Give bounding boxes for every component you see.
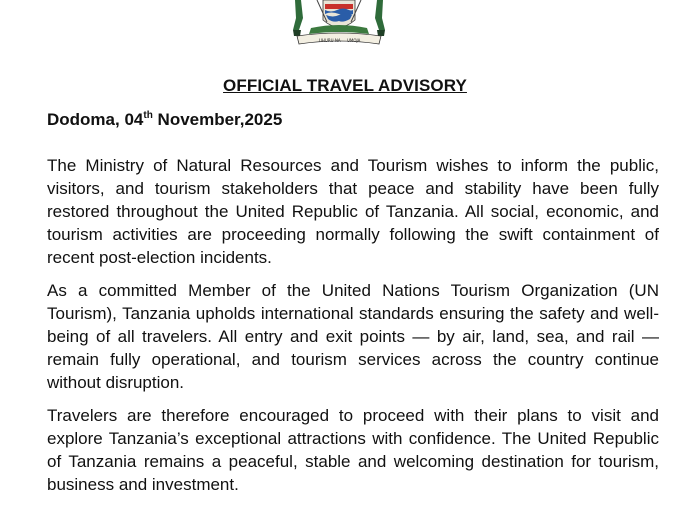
paragraph-2: As a committed Member of the United Nations Tourism Organization (UN Tourism), Tanzania upholds international standards ensuring the safety and well-being of all travelers. All entry and exit points — by air, land, sea, and rail — remain fully operational, and tourism services across the country continue without disruption. [47, 281, 659, 392]
paragraph-3: Travelers are therefore encouraged to proceed with their plans to visit and explore Tanzania’s exceptional attractions with confidence. The United Republic of Tanzania remains a peaceful, stable and welcoming destination for tourism, business and investment. [47, 406, 659, 494]
paragraph-1: The Ministry of Natural Resources and Tourism wishes to inform the public, visitors, and tourism stakeholders that peace and stability have been fully restored throughout the United Republic of Tanzania. All social, economic, and tourism activities are proceeding normally following the swift containment of recent post-election incidents. [47, 156, 659, 267]
advisory-title: OFFICIAL TRAVEL ADVISORY [223, 76, 467, 95]
dateline [47, 110, 282, 130]
coat-of-arms-icon [287, 0, 391, 46]
emblem-motto-right: UMOJA [347, 38, 361, 43]
emblem-motto-left: UHURU NA [319, 38, 341, 43]
date-suffix: th [143, 110, 153, 121]
date-rest: November,2025 [152, 110, 283, 129]
date-place: Dodoma, 04 [47, 110, 144, 129]
advisory-body [47, 154, 659, 506]
